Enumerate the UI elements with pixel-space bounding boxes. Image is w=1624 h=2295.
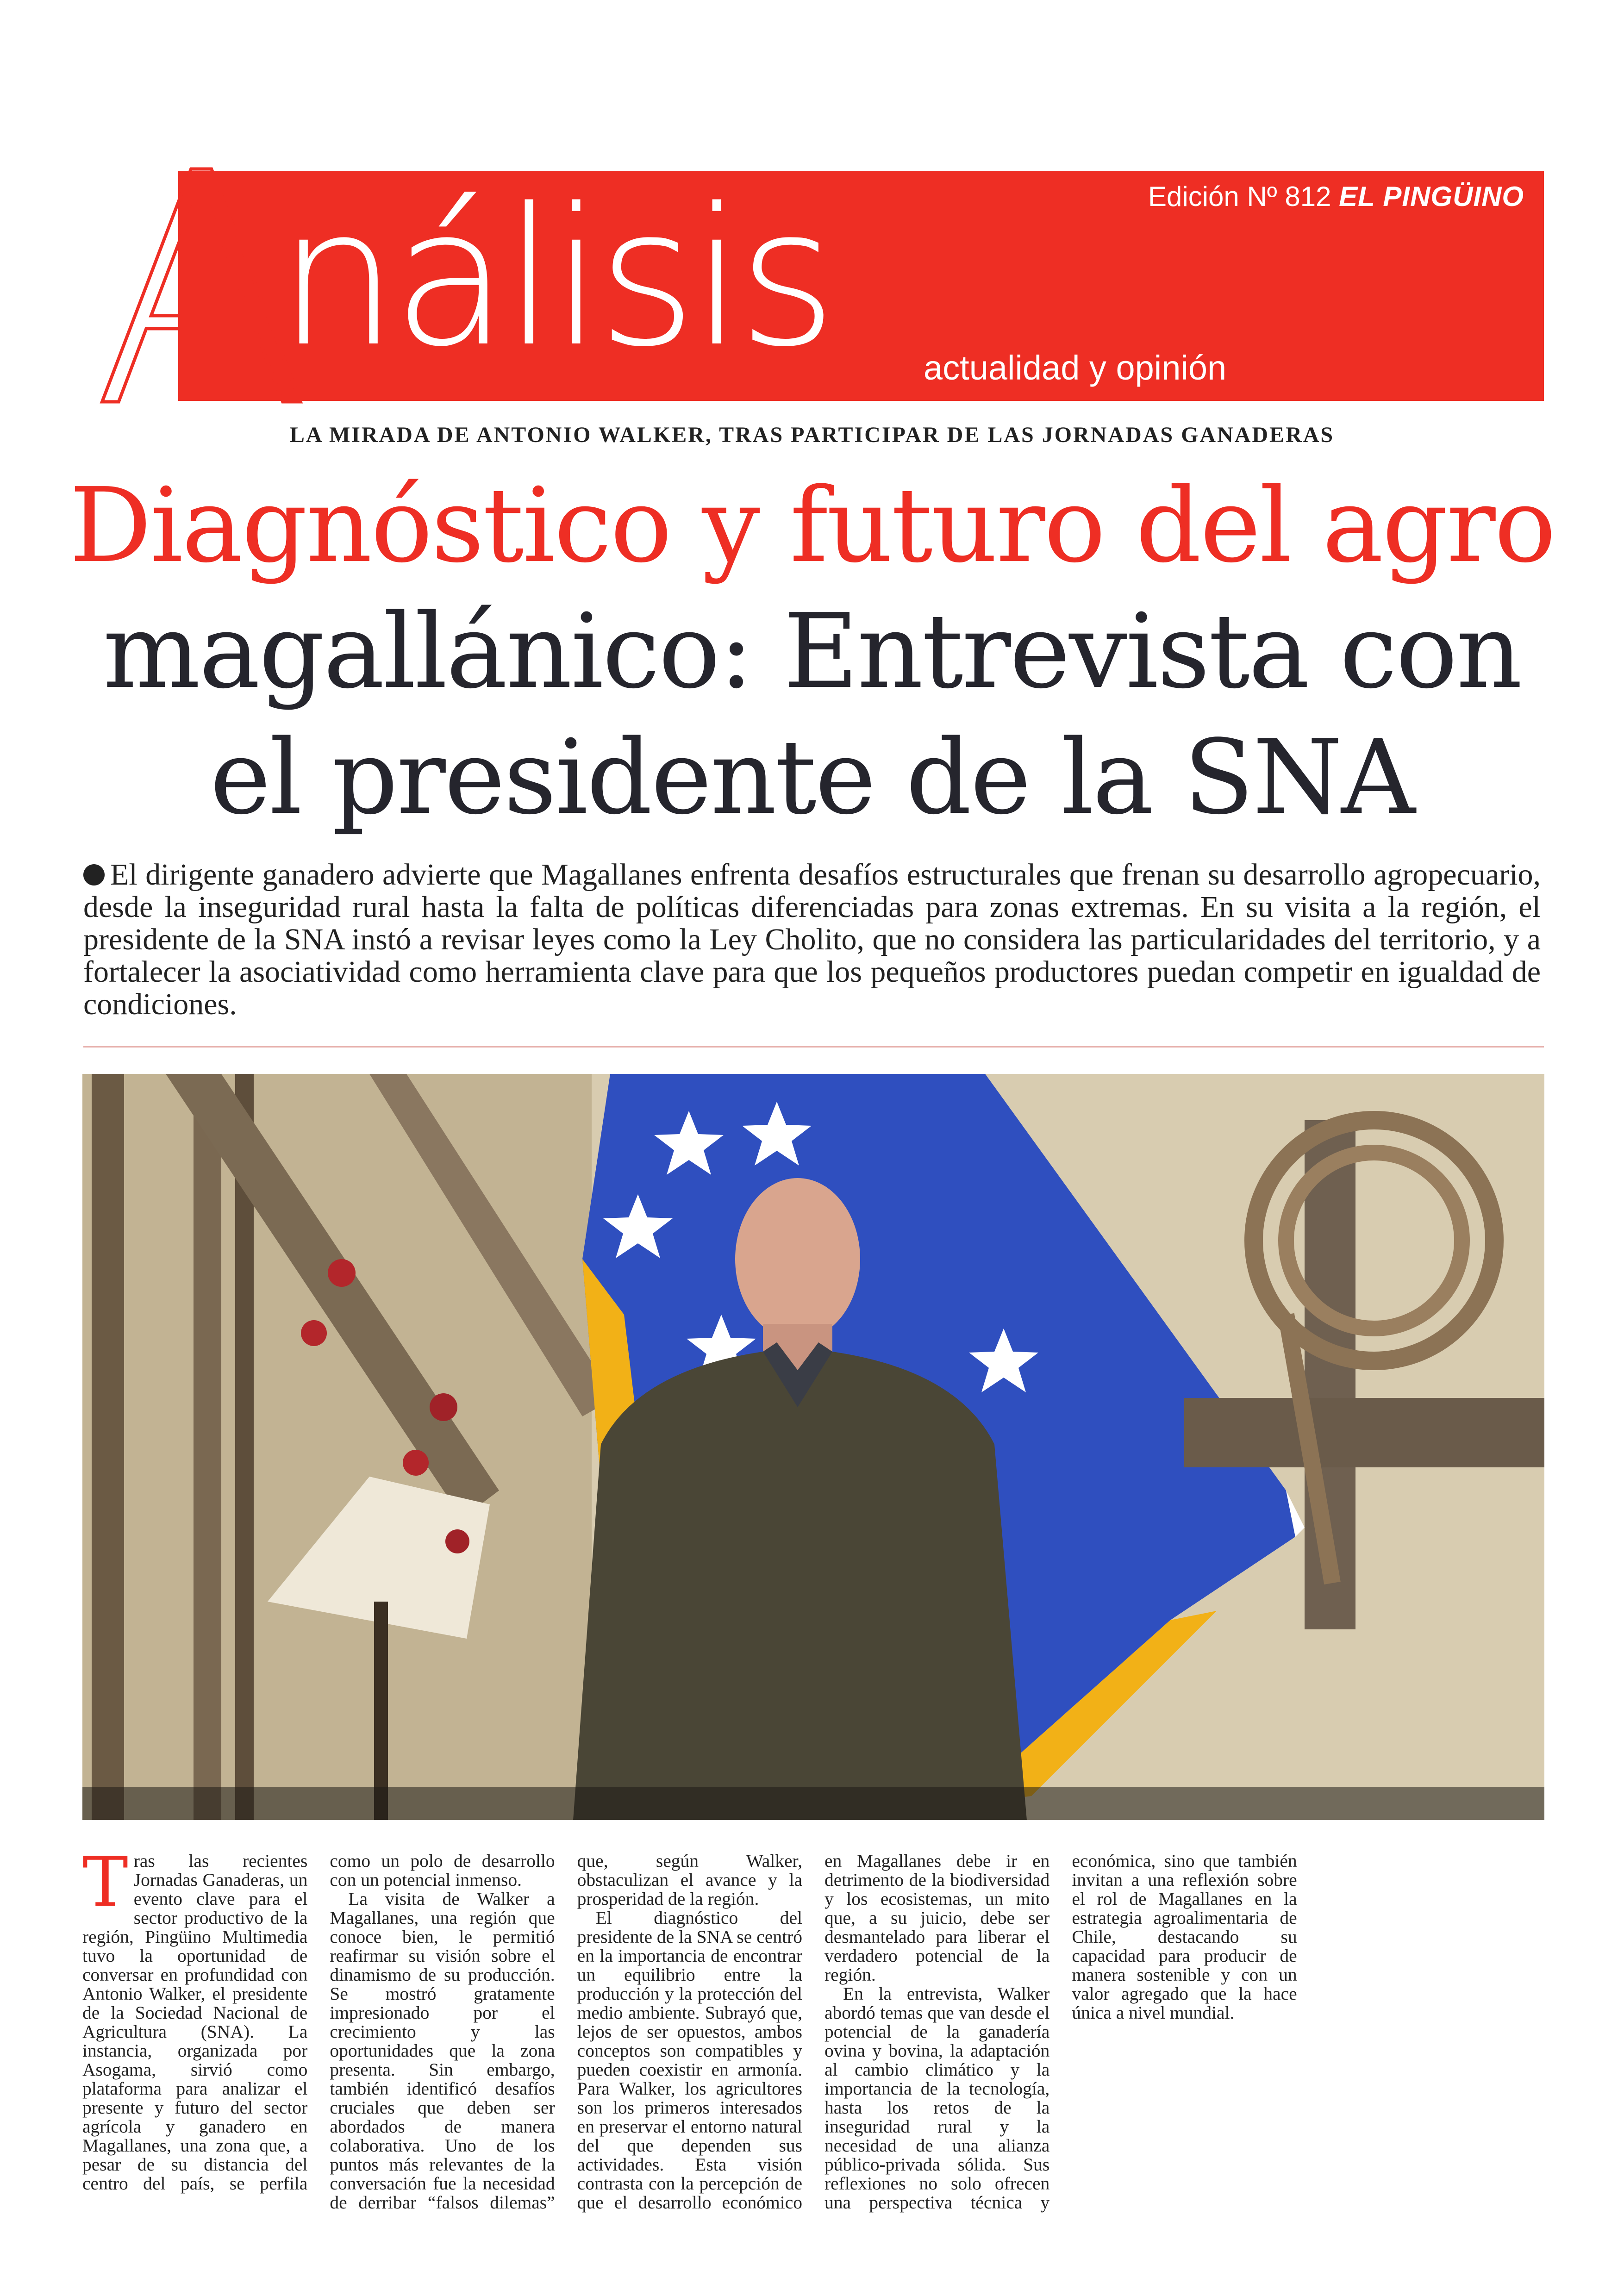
edition-number: Edición Nº 812: [1148, 181, 1331, 212]
article-photo: [82, 1074, 1544, 1820]
article-body: [82, 1842, 1544, 2213]
article-paragraph: En la entrevista, Walker abordó temas que van desde el potencial de la ganadería ovina y bovina, la adaptación al cambio climático y la importancia de la tecnología, hasta los retos de la inseguridad rural y la necesidad de una alianza público-privada sólida. Sus reflexiones no solo ofrecen una perspectiva técnica y económica, sino que también invitan a una reflexión sobre el rol de Magallanes en la estrategia agroalimentaria de Chile, destacando su capacidad para producir de manera sostenible y con un valor agregado que la hace única a nivel mundial.: [824, 1851, 1297, 2213]
kicker: LA MIRADA DE ANTONIO WALKER, TRAS PARTICIPAR DE LAS JORNADAS GANADERAS: [289, 423, 1335, 447]
headline-line-2: magallánico: Entrevista con: [103, 592, 1521, 711]
bullet-icon: [83, 864, 105, 886]
article-paragraph: El diagnóstico del presidente de la SNA se centró en la importancia de encontrar un equilibrio entre la producción y la protección del medio ambiente. Subrayó que, lejos de ser opuestos, ambos conceptos son compatibles y pueden coexistir en armonía. Para Walker, los agricultores son los primeros interesados en preservar el entorno natural del que dependen sus actividades. Esta visión contrasta con la percepción de que el desarrollo económico en Magallanes debe ir en detrimento de la biodiversidad y los ecosistemas, un mito que, a su juicio, debe ser desmantelado para liberar el verdadero potencial de la región.: [577, 1851, 1050, 2213]
edition-label: [1148, 181, 1524, 212]
section-title: nálisis: [278, 167, 832, 388]
headline-line-1: Diagnóstico y futuro del agro: [69, 466, 1555, 586]
section-title-initial: A: [93, 106, 302, 477]
headline-line-3: el presidente de la SNA: [210, 718, 1414, 837]
headline: [56, 463, 1568, 841]
divider: [83, 1046, 1544, 1048]
section-tagline: actualidad y opinión: [924, 349, 1227, 387]
drop-cap: T: [82, 1842, 128, 1922]
article-paragraph-text: ras las recientes Jornadas Ganaderas, un evento clave para el sector productivo de la región, Pingüino Multimedia tuvo la oportunidad de conversar en profundidad con Antonio Walker, el presidente de la Sociedad Nacional de Agricultura (SNA). La instancia, organizada por Asogama, sirvió como plataforma para analizar el presente y futuro del sector agrícola y ganadero en Magallanes, una zona que, a pesar de su distancia del centro del país, se perfila como un polo de desarrollo con un potencial inmenso.: [82, 1851, 555, 2194]
lede-text: El dirigente ganadero advierte que Magallanes enfrenta desafíos estructurales que frenan su desarrollo agropecuario, desde la inseguridad rural hasta la falta de políticas diferenciadas para zonas extremas. En su visita a la región, el presidente de la SNA instó a revisar leyes como la Ley Cholito, que no considera las particularidades del territorio, y a fortalecer la asociatividad como herramienta clave para que los pequeños productores puedan competir en igualdad de condiciones.: [83, 858, 1541, 1021]
lede: [83, 859, 1541, 1021]
newspaper-brand: EL PINGÜINO: [1339, 181, 1524, 212]
article-paragraph: La visita de Walker a Magallanes, una región que conoce bien, le permitió reafirmar su visión sobre el dinamismo de su producción. Se mostró gratamente impresionado por el crecimiento y las oportunidades que la zona presenta. Sin embargo, también identificó desafíos cruciales que deben ser abordados de manera colaborativa. Uno de los puntos más relevantes de la conversación fue la necesidad de derribar “falsos dilemas” que, según Walker, obstaculizan el avance y la prosperidad de la región.: [330, 1851, 802, 2213]
